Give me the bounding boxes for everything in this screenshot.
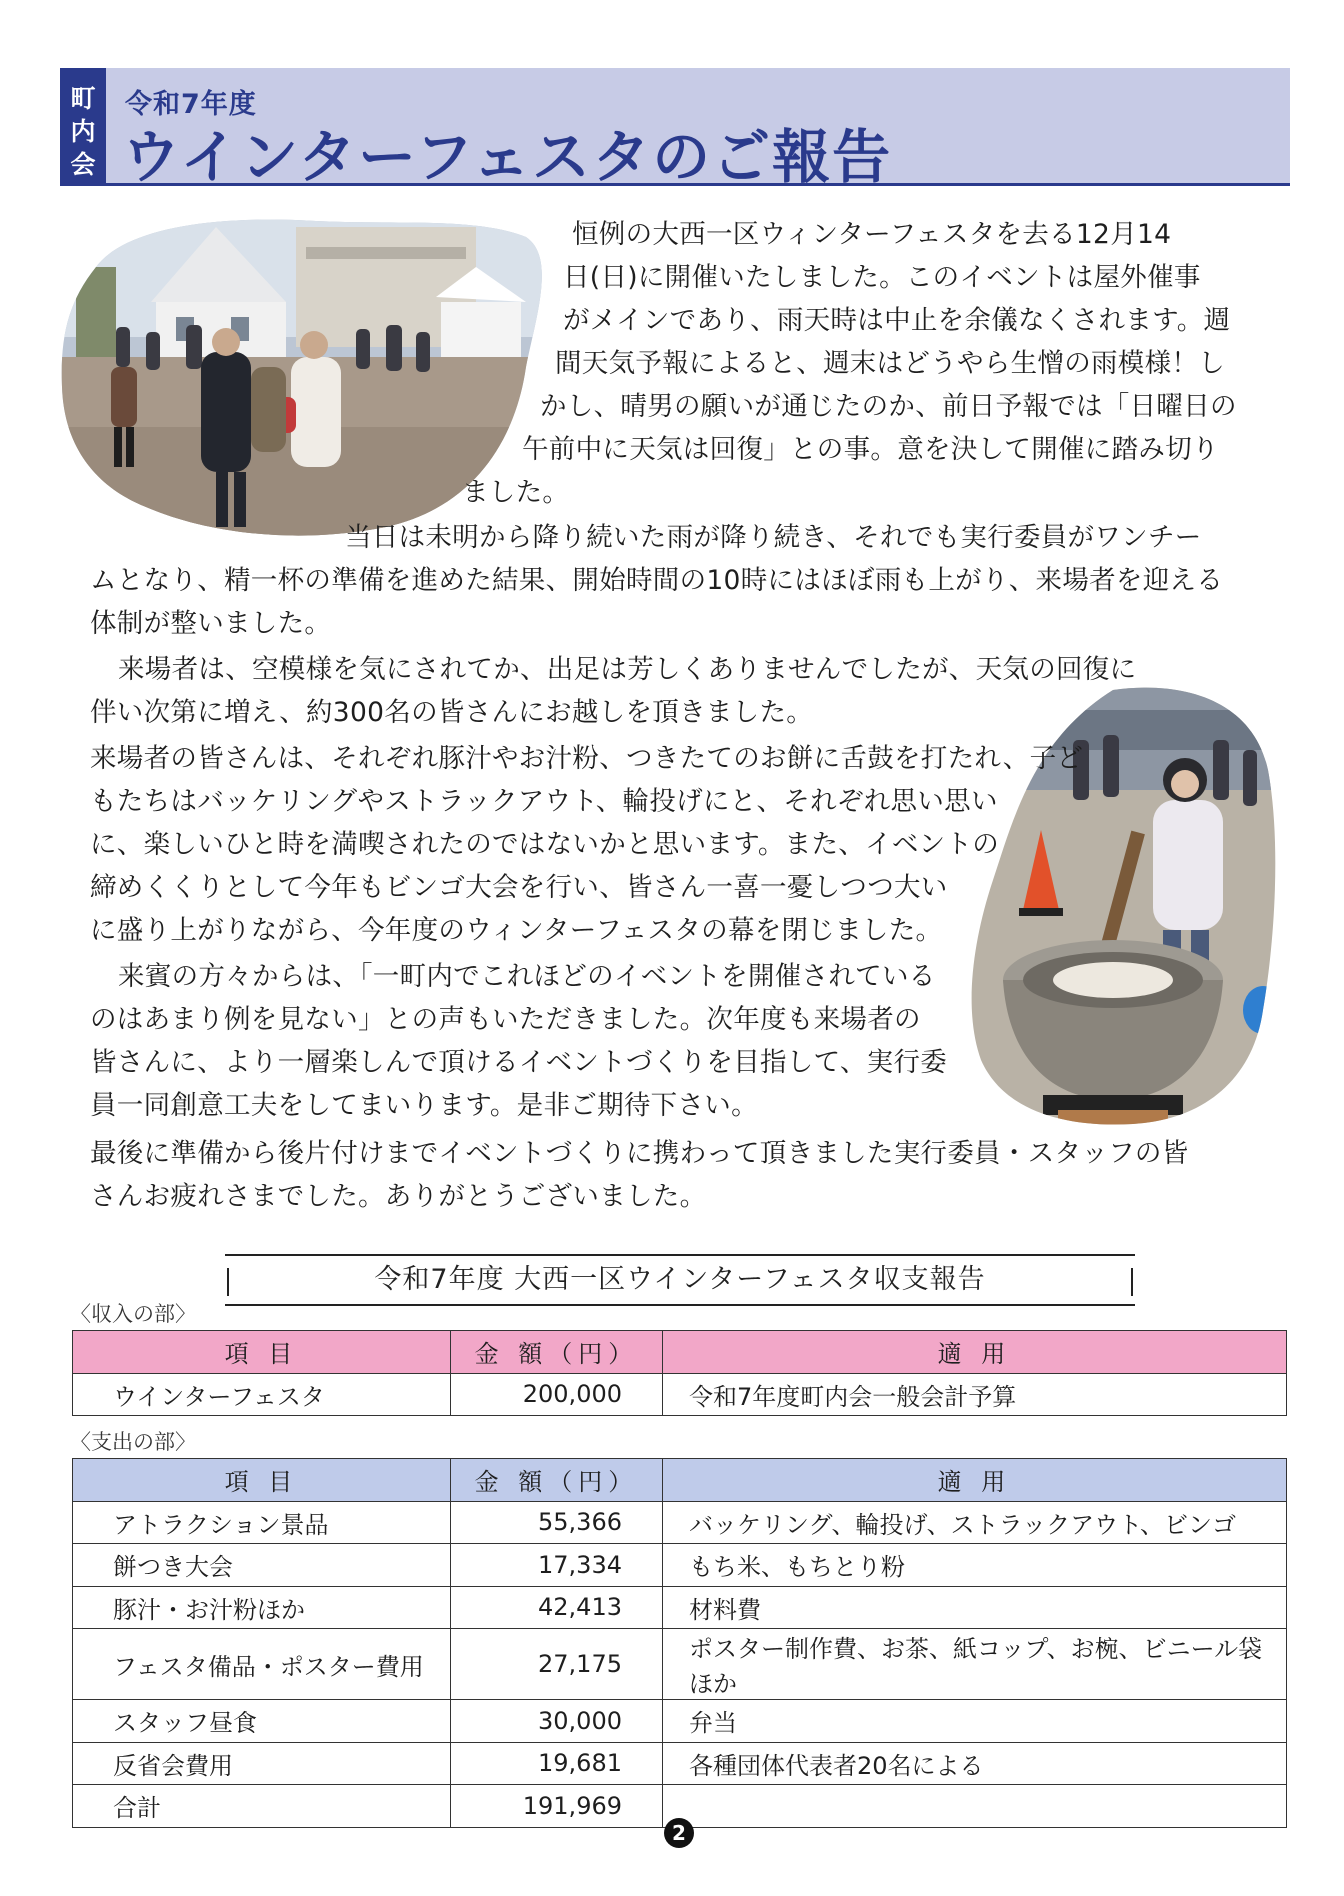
article-line: もたちはバッケリングやストラックアウト、輪投げにと、それぞれ思い思い	[90, 786, 998, 817]
table-row	[73, 1629, 1287, 1700]
income-label: 〈収入の部〉	[70, 1302, 196, 1326]
article-line: がメインであり、雨天時は中止を余儀なくされます。週	[563, 305, 1231, 336]
article-line: 員一同創意工夫をしてまいります。是非ご期待下さい。	[90, 1090, 758, 1121]
article-line: 間天気予報によると、週末はどうやら生憎の雨模様！し	[555, 348, 1225, 379]
article-line: さんお疲れさまでした。ありがとうございました。	[90, 1181, 707, 1212]
article-line: のはあまり例を見ない」との声もいただきました。次年度も来場者の	[90, 1004, 921, 1035]
article-line: 恒例の大西一区ウィンターフェスタを去る12月14	[572, 219, 1172, 250]
row-item: ウインターフェスタ	[73, 1373, 451, 1416]
expense-label: 〈支出の部〉	[70, 1430, 196, 1454]
article-line: ムとなり、精一杯の準備を進めた結果、開始時間の10時にはほぼ雨も上がり、来場者を迎える	[90, 565, 1224, 596]
article-line: 伴い次第に増え、約300名の皆さんにお越しを頂きました。	[90, 697, 814, 728]
header-item: 項 目	[73, 1459, 451, 1502]
row-amount: 191,969	[451, 1785, 663, 1828]
article-line: 最後に準備から後片付けまでイベントづくりに携わって頂きました実行委員・スタッフの皆	[90, 1138, 1189, 1169]
report-title: 令和7年度 大西一区ウインターフェスタ収支報告	[225, 1254, 1135, 1306]
table-row	[73, 1544, 1287, 1587]
row-note: もち米、もちとり粉	[663, 1544, 1287, 1587]
header-note: 適 用	[663, 1459, 1287, 1502]
row-note: ポスター制作費、お茶、紙コップ、お椀、ビニール袋ほか	[663, 1629, 1287, 1700]
header-item: 項 目	[73, 1331, 451, 1374]
expense-table	[72, 1458, 1287, 1828]
row-item: アトラクション景品	[73, 1501, 451, 1544]
row-amount: 55,366	[451, 1501, 663, 1544]
header-note: 適 用	[663, 1331, 1287, 1374]
row-amount: 200,000	[451, 1373, 663, 1416]
table-row	[73, 1742, 1287, 1785]
row-item: フェスタ備品・ポスター費用	[73, 1629, 451, 1700]
row-note: 材料費	[663, 1586, 1287, 1629]
header-amount: 金 額（円）	[451, 1331, 663, 1374]
row-item: 反省会費用	[73, 1742, 451, 1785]
page-subtitle: 令和7年度	[125, 89, 257, 120]
page-title: ウインターフェスタのご報告	[122, 123, 893, 191]
table-header-row	[73, 1331, 1287, 1374]
article-line: 来場者は、空模様を気にされてか、出足は芳しくありませんでしたが、天気の回復に	[118, 654, 1137, 685]
row-amount: 30,000	[451, 1700, 663, 1743]
section-tag-char: 会	[70, 150, 96, 179]
row-item: 豚汁・お汁粉ほか	[73, 1586, 451, 1629]
row-note: 令和7年度町内会一般会計予算	[663, 1373, 1287, 1416]
income-table	[72, 1330, 1287, 1416]
section-tag	[60, 68, 106, 186]
article-line: 日(日)に開催いたしました。このイベントは屋外催事	[563, 262, 1201, 293]
article-line: 午前中に天気は回復」との事。意を決して開催に踏み切り	[522, 434, 1219, 465]
article-line: 来場者の皆さんは、それぞれ豚汁やお汁粉、つきたてのお餅に舌鼓を打たれ、子ど	[90, 743, 1084, 774]
article-line: 締めくくりとして今年もビンゴ大会を行い、皆さん一喜一憂しつつ大い	[90, 872, 948, 903]
row-note: 各種団体代表者20名による	[663, 1742, 1287, 1785]
row-note: 弁当	[663, 1700, 1287, 1743]
row-item: 餅つき大会	[73, 1544, 451, 1587]
row-item: スタッフ昼食	[73, 1700, 451, 1743]
row-amount: 27,175	[451, 1629, 663, 1700]
table-row	[73, 1700, 1287, 1743]
row-item: 合計	[73, 1785, 451, 1828]
article-line: 来賓の方々からは、「一町内でこれほどのイベントを開催されている	[118, 961, 936, 992]
header-amount: 金 額（円）	[451, 1459, 663, 1502]
article-line: 皆さんに、より一層楽しんで頂けるイベントづくりを目指して、実行委	[90, 1047, 948, 1078]
table-row	[73, 1373, 1287, 1416]
row-amount: 17,334	[451, 1544, 663, 1587]
table-row	[73, 1586, 1287, 1629]
article-line: かし、晴男の願いが通じたのか、前日予報では「日曜日の	[540, 391, 1237, 422]
table-row	[73, 1501, 1287, 1544]
article-line: に盛り上がりながら、今年度のウィンターフェスタの幕を閉じました。	[90, 915, 943, 946]
section-tag-char: 町	[70, 84, 96, 113]
table-header-row	[73, 1459, 1287, 1502]
row-amount: 42,413	[451, 1586, 663, 1629]
article-line: 体制が整いました。	[90, 608, 332, 639]
row-amount: 19,681	[451, 1742, 663, 1785]
article-line: 当日は未明から降り続いた雨が降り続き、それでも実行委員がワンチー	[345, 522, 1202, 553]
row-note	[663, 1785, 1287, 1828]
article-line: に、楽しいひと時を満喫されたのではないかと思います。また、イベントの	[90, 829, 1000, 860]
section-tag-char: 内	[70, 117, 96, 146]
article-line: ました。	[462, 477, 570, 508]
page-number: 2	[664, 1818, 694, 1848]
row-note: バッケリング、輪投げ、ストラックアウト、ビンゴ	[663, 1501, 1287, 1544]
